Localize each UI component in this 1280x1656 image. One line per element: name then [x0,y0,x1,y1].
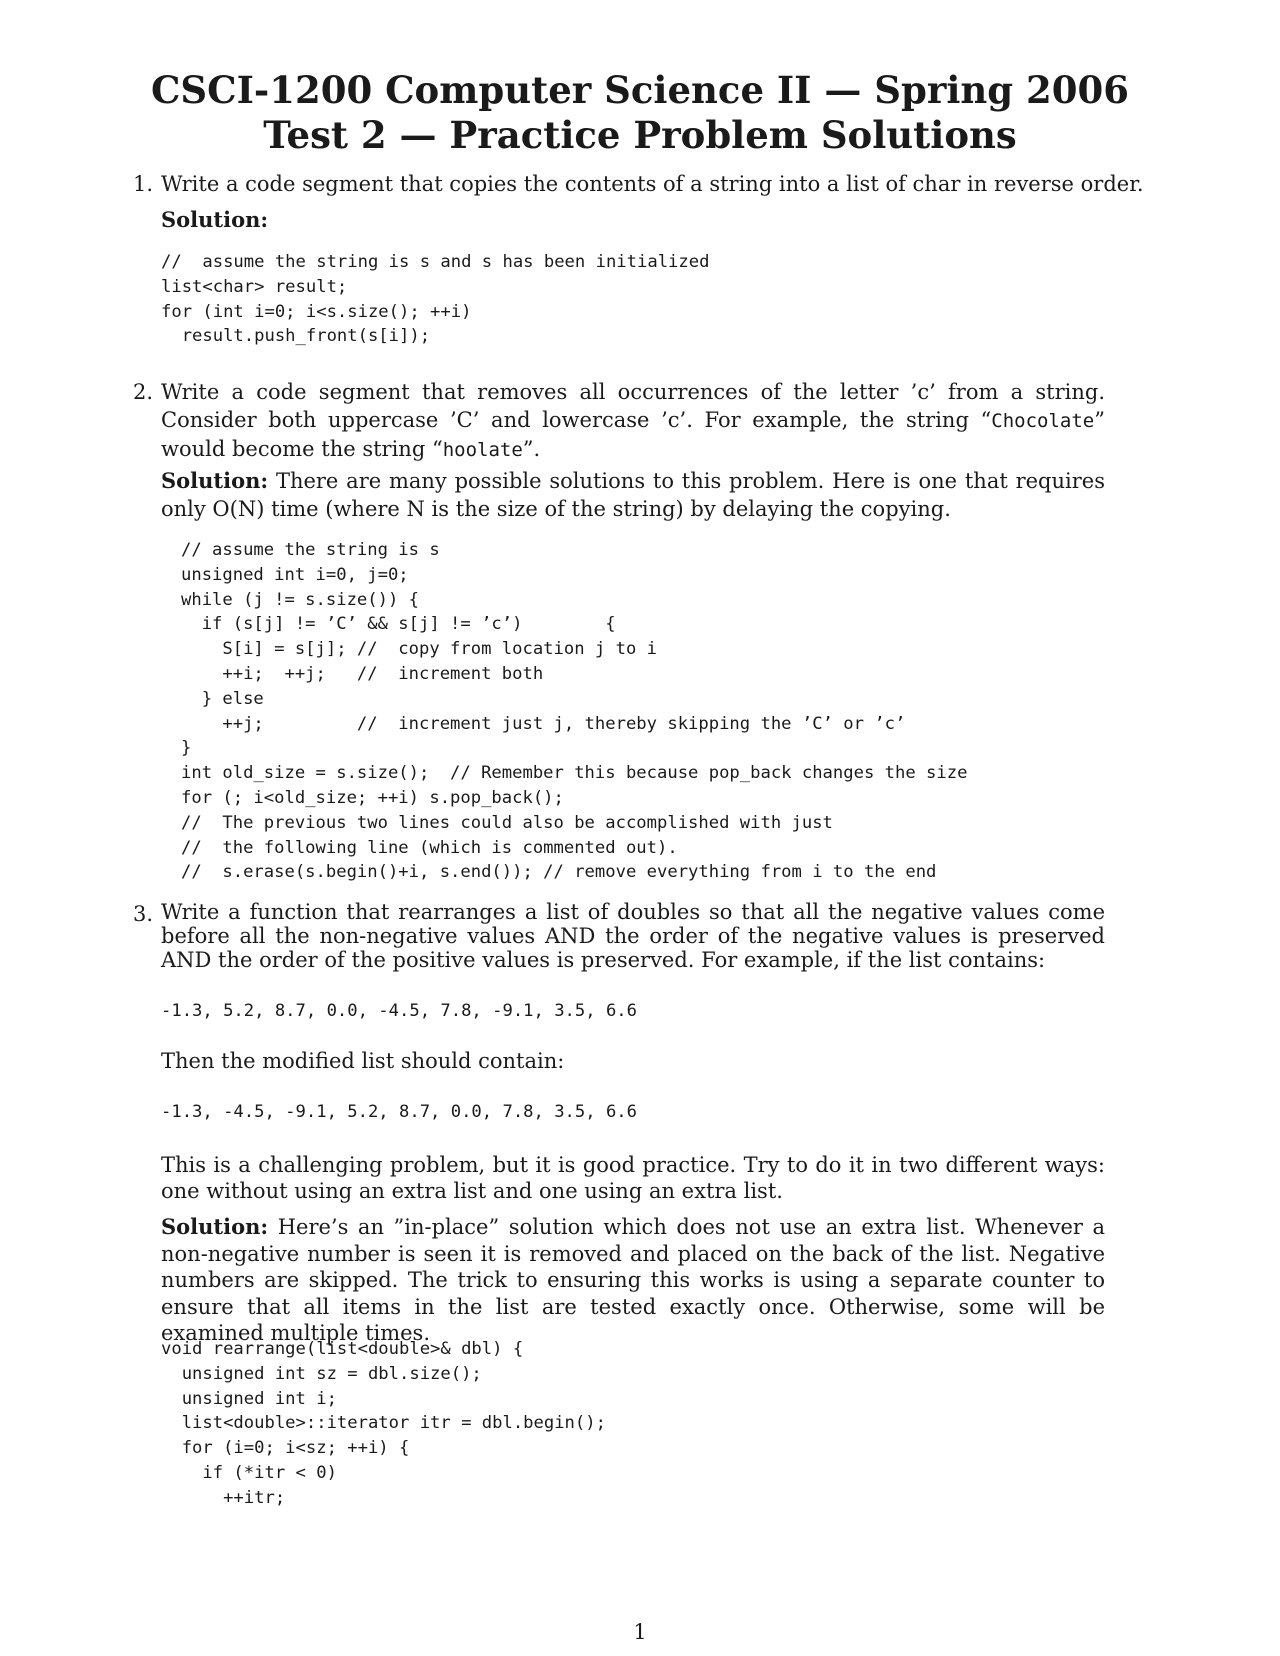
page-title: CSCI-1200 Computer Science II — Spring 2006 [150,68,1130,112]
problem-3-example-input: -1.3, 5.2, 8.7, 0.0, -4.5, 7.8, -9.1, 3.5, 6.6 [161,1001,637,1021]
problem-3-code: void rearrange(list<double>& dbl) { unsigned int sz = dbl.size(); unsigned int i; list<double>::iterator itr = dbl.begin(); for (i=0; i<sz; ++i) { if (*itr < 0) ++itr; [161,1339,606,1508]
problem-3-solution-label: Solution: [161,1214,269,1239]
problem-2-solution-text: There are many possible solutions to this problem. Here is one that requires only O(N) time (where N is the size of the string) by delaying the copying. [161,469,1105,521]
problem-3-challenge-text: This is a challenging problem, but it is good practice. Try to do it in two different ways: one without using an extra list and one using an extra list. [161,1153,1105,1203]
problem-3-example-output: -1.3, -4.5, -9.1, 5.2, 8.7, 0.0, 7.8, 3.5, 6.6 [161,1102,637,1122]
problem-2-solution-label: Solution: [161,468,269,493]
problem-2-example-from: Chocolate [991,410,1095,432]
page-subtitle: Test 2 — Practice Problem Solutions [263,113,1017,157]
problem-3-then-text: Then the modified list should contain: [161,1049,565,1073]
problem-2-code: // assume the string is s unsigned int i=0, j=0; while (j != s.size()) { if (s[j] != ’C’ && s[j] != ’c’) { S[i] = s[j]; // copy from location j to i ++i; ++j; // increment both } else ++j; // increment just j, thereby skipping the ’C’ or ’c’ } int old_size = s.size(); // Remember this because pop_back changes the size for (; i<old_size; ++i) s.pop_back(); // The previous two lines could also be accomplished with just // the following line (which is commented out). // s.erase(s.begin()+i, s.end()); // remove everything from i to the end [181,540,968,883]
problem-2-question [161,378,1105,464]
problem-1-number: 1. [133,172,154,196]
problem-2-solution [161,467,1105,523]
problem-1-code: // assume the string is s and s has been initialized list<char> result; for (int i=0; i<s.size(); ++i) result.push_front(s[i]); [161,252,710,347]
page-number: 1 [633,1620,647,1644]
problem-2-question-text-b: ” would become the string “ [161,408,1105,461]
problem-2-question-text-a: Write a code segment that removes all occurrences of the letter ’c’ from a string. Consider both uppercase ’C’ and lowercase ’c’. For example, the string “ [161,380,1105,432]
problem-3-number: 3. [133,902,154,926]
problem-3-solution-text: Here’s an ”in-place” solution which does not use an extra list. Whenever a non-negative number is seen it is removed and placed on the back of the list. Negative numbers are skipped. The trick to ensuring this works is using a separate counter to ensure that all items in the list are tested exactly once. Otherwise, some will be examined multiple times. [161,1215,1105,1345]
problem-3-question: Write a function that rearranges a list of doubles so that all the negative values come before all the non-negative values AND the order of the negative values is preserved AND the order of the positive values is preserved. For example, if the list contains: [161,900,1105,972]
problem-2-number: 2. [133,380,154,404]
problem-2-example-to: hoolate [442,439,523,461]
problem-3-solution [161,1214,1105,1347]
problem-1-solution-label: Solution: [161,207,269,232]
problem-2-question-text-c: ”. [522,437,541,461]
problem-1-question: Write a code segment that copies the contents of a string into a list of char in reverse order. [161,172,1144,196]
